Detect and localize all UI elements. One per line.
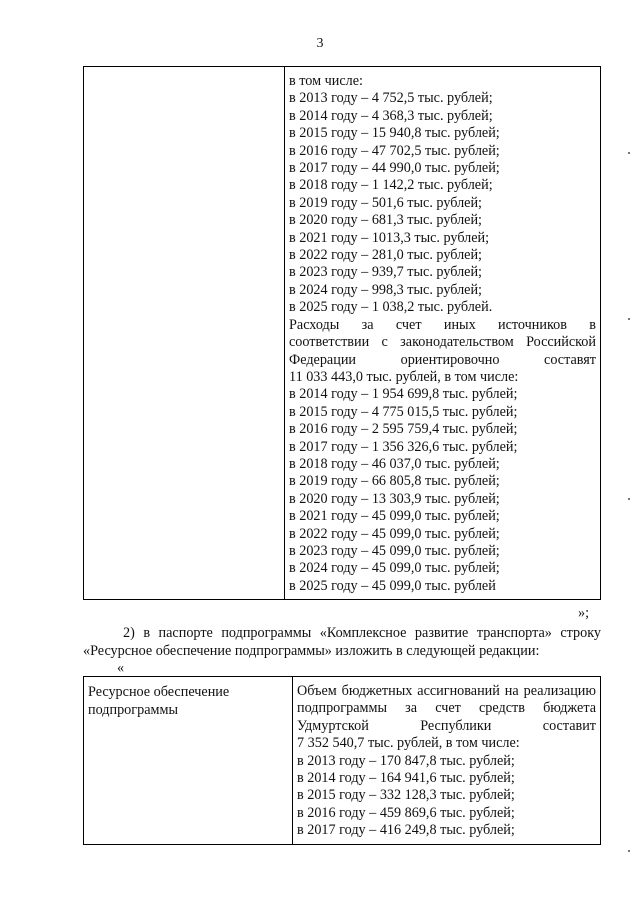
budget-year-2022: в 2022 году – 281,0 тыс. рублей; bbox=[289, 247, 482, 264]
table1-right-cell bbox=[285, 67, 601, 600]
other-sources-line-1: Расходы за счет иных источников в bbox=[289, 316, 596, 333]
other-sources-line-2: соответствии с законодательством Российской bbox=[289, 334, 596, 351]
budget-years-list bbox=[289, 90, 596, 316]
allocation-line-1: Объем бюджетных ассигнований на реализацию bbox=[297, 683, 596, 699]
other-years-list bbox=[289, 386, 596, 595]
table1-left-cell bbox=[84, 67, 285, 600]
allocation-year-2017: в 2017 году – 416 249,8 тыс. рублей; bbox=[297, 822, 515, 839]
budget-year-2017: в 2017 году – 44 990,0 тыс. рублей; bbox=[289, 160, 500, 177]
allocation-year-2016: в 2016 году – 459 869,6 тыс. рублей; bbox=[297, 804, 515, 821]
resource-table-continued bbox=[83, 66, 601, 600]
budget-year-2020: в 2020 году – 681,3 тыс. рублей; bbox=[289, 212, 482, 229]
other-sources-line-3: Федерации ориентировочно составят bbox=[289, 351, 596, 368]
allocation-total: 7 352 540,7 тыс. рублей, в том числе: bbox=[297, 735, 520, 752]
table2-right-cell bbox=[293, 677, 601, 845]
other-year-2017: в 2017 году – 1 356 326,6 тыс. рублей; bbox=[289, 438, 518, 455]
allocation-year-2015: в 2015 году – 332 128,3 тыс. рублей; bbox=[297, 787, 515, 804]
scan-speck bbox=[628, 498, 630, 500]
budget-year-2015: в 2015 году – 15 940,8 тыс. рублей; bbox=[289, 125, 500, 142]
other-year-2015: в 2015 году – 4 775 015,5 тыс. рублей; bbox=[289, 403, 518, 420]
budget-year-2018: в 2018 году – 1 142,2 тыс. рублей; bbox=[289, 177, 493, 194]
closing-quote: »; bbox=[578, 605, 590, 621]
allocation-line-2: подпрограммы за счет средств бюджета bbox=[297, 700, 596, 717]
budget-year-2021: в 2021 году – 1013,3 тыс. рублей; bbox=[289, 229, 490, 246]
budget-year-2023: в 2023 году – 939,7 тыс. рублей; bbox=[289, 264, 482, 281]
scan-speck bbox=[628, 318, 630, 320]
other-year-2019: в 2019 году – 66 805,8 тыс. рублей; bbox=[289, 473, 500, 490]
amendment-paragraph: 2) в паспорте подпрограммы «Комплексное развитие транспорта» строку «Ресурсное обеспечение подпрограммы» изложить в следующей редакции: bbox=[83, 625, 601, 659]
allocation-year-2013: в 2013 году – 170 847,8 тыс. рублей; bbox=[297, 752, 515, 769]
budget-year-2024: в 2024 году – 998,3 тыс. рублей; bbox=[289, 281, 482, 298]
budget-year-2025: в 2025 году – 1 038,2 тыс. рублей. bbox=[289, 299, 493, 316]
resource-table-new bbox=[83, 676, 601, 845]
intro-line: в том числе: bbox=[289, 73, 363, 89]
other-year-2023: в 2023 году – 45 099,0 тыс. рублей; bbox=[289, 542, 500, 559]
table2-left-cell bbox=[84, 677, 293, 845]
budget-year-2013: в 2013 году – 4 752,5 тыс. рублей; bbox=[289, 90, 493, 107]
other-year-2021: в 2021 году – 45 099,0 тыс. рублей; bbox=[289, 508, 500, 525]
page-number: 3 bbox=[316, 36, 324, 51]
budget-year-2014: в 2014 году – 4 368,3 тыс. рублей; bbox=[289, 107, 493, 124]
allocation-year-2014: в 2014 году – 164 941,6 тыс. рублей; bbox=[297, 770, 515, 787]
other-year-2014: в 2014 году – 1 954 699,8 тыс. рублей; bbox=[289, 386, 518, 403]
resource-label: Ресурсное обеспечение подпрограммы bbox=[88, 684, 230, 718]
budget-year-2019: в 2019 году – 501,6 тыс. рублей; bbox=[289, 194, 482, 211]
other-year-2018: в 2018 году – 46 037,0 тыс. рублей; bbox=[289, 455, 500, 472]
other-year-2016: в 2016 году – 2 595 759,4 тыс. рублей; bbox=[289, 421, 518, 438]
other-year-2024: в 2024 году – 45 099,0 тыс. рублей; bbox=[289, 560, 500, 577]
budget-year-2016: в 2016 году – 47 702,5 тыс. рублей; bbox=[289, 142, 500, 159]
other-year-2020: в 2020 году – 13 303,9 тыс. рублей; bbox=[289, 490, 500, 507]
other-sources-total: 11 033 443,0 тыс. рублей, в том числе: bbox=[289, 368, 519, 385]
other-year-2022: в 2022 году – 45 099,0 тыс. рублей; bbox=[289, 525, 500, 542]
opening-quote: « bbox=[117, 660, 125, 676]
allocation-line-3: Удмуртской Республики составит bbox=[297, 717, 596, 734]
other-year-2025: в 2025 году – 45 099,0 тыс. рублей bbox=[289, 577, 496, 594]
scan-speck bbox=[628, 850, 630, 852]
scan-speck bbox=[628, 152, 630, 154]
